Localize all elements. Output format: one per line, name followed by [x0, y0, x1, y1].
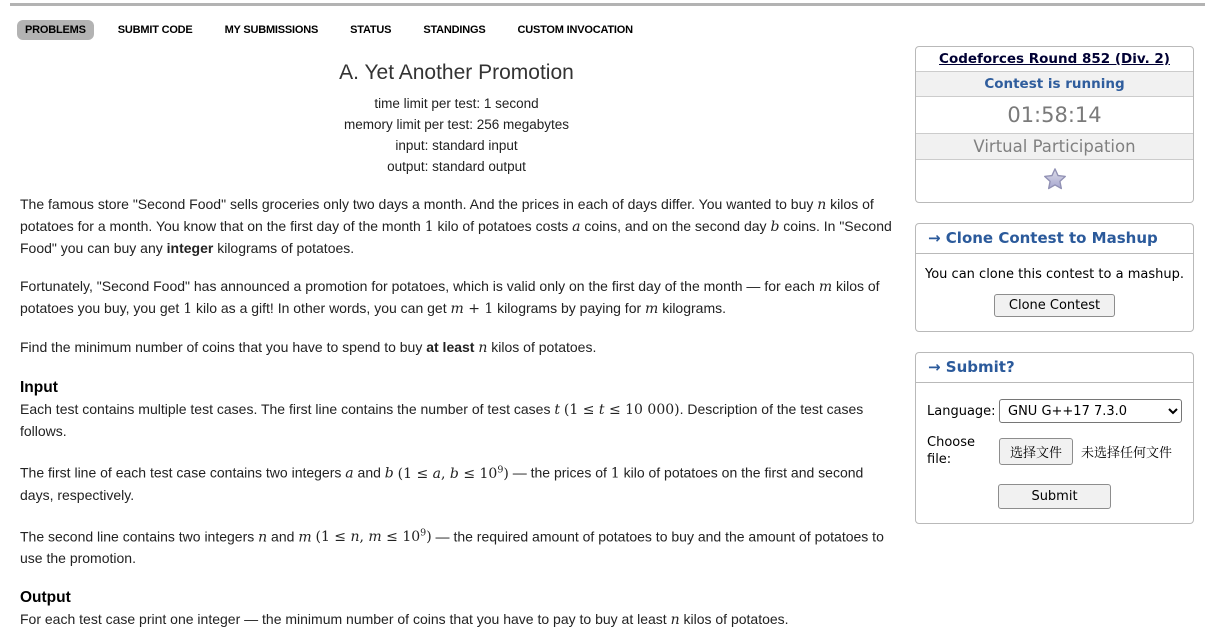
clone-contest-box — [915, 223, 1194, 332]
tab-status[interactable]: STATUS — [350, 24, 392, 36]
contest-countdown: 01:58:14 — [916, 96, 1193, 133]
contest-mode-label: Virtual Participation — [916, 133, 1193, 159]
time-limit: time limit per test: 1 second — [374, 96, 539, 111]
tab-custom-invocation[interactable]: CUSTOM INVOCATION — [517, 24, 633, 36]
top-divider — [10, 3, 1205, 6]
tab-submit-code[interactable]: SUBMIT CODE — [117, 24, 193, 36]
submit-box — [915, 352, 1194, 524]
statement-paragraph: The famous store "Second Food" sells groceries only two days a month. And the prices in each of days differ. You wanted to buy n kilos of potatoes for a month. You know that on the first day of the month 1 kilo of potatoes costs a coins, and on the second day b coins. In "Second Food" you can buy any integer kilograms of potatoes. — [20, 196, 892, 256]
tab-problems[interactable]: PROBLEMS — [17, 20, 94, 40]
contest-name-link[interactable]: Codeforces Round 852 (Div. 2) — [939, 51, 1170, 67]
statement-paragraph: Find the minimum number of coins that you have to spend to buy at least n kilos of potatoes. — [20, 339, 597, 356]
submit-row — [927, 484, 1182, 509]
memory-limit: memory limit per test: 256 megabytes — [343, 117, 570, 132]
tab-standings[interactable]: STANDINGS — [423, 24, 486, 36]
submit-button[interactable]: Submit — [998, 484, 1110, 509]
contest-status: Contest is running — [916, 71, 1193, 96]
input-paragraph: The first line of each test case contains two integers a and b (1 ≤ a, $b \le 10^9$) — the prices of 1 kilo of potatoes on the first and second days, respectively. — [20, 464, 864, 503]
choose-file-button[interactable]: 选择文件 — [999, 438, 1073, 465]
output-section-heading: Output — [20, 589, 71, 607]
file-input-widget — [999, 438, 1172, 465]
input-paragraph: Each test contains multiple test cases. The first line contains the number of test cases t (1 ≤ t ≤ 10 000). Description of the test cases follows. — [20, 401, 864, 439]
clone-box-body — [916, 254, 1193, 331]
input-section-heading: Input — [20, 379, 58, 396]
statement-paragraph: Fortunately, "Second Food" has announced a promotion for potatoes, which is valid only on the first day of the month — for each m kilos of potatoes you buy, you get 1 kilo as a gift! In other words, you can get m + 1 kilograms by paying for m kilograms. — [20, 278, 880, 317]
favorite-row — [916, 159, 1193, 202]
output-spec: output: standard output — [387, 159, 526, 174]
clone-box-text: You can clone this contest to a mashup. — [925, 267, 1184, 282]
clone-box-title: → Clone Contest to Mashup — [916, 224, 1193, 254]
problem-title: A. Yet Another Promotion — [339, 61, 574, 84]
contest-name-row — [916, 47, 1193, 71]
language-select[interactable] — [999, 399, 1182, 423]
sidebar — [915, 46, 1194, 524]
contest-menu — [17, 20, 641, 40]
submit-form — [916, 383, 1193, 523]
problem-statement — [20, 58, 893, 631]
file-status-text: 未选择任何文件 — [1081, 445, 1173, 461]
tab-my-submissions[interactable]: MY SUBMISSIONS — [224, 24, 319, 36]
submit-box-title: → Submit? — [916, 353, 1193, 383]
input-spec: input: standard input — [395, 138, 518, 153]
choose-file-label: Choose file: — [927, 435, 975, 467]
choose-file-row — [927, 434, 1182, 468]
output-paragraph: For each test case print one integer — the minimum number of coins that you have to pay to buy at least n kilos of potatoes. — [20, 611, 789, 629]
language-label: Language: — [927, 403, 996, 419]
star-icon[interactable] — [1042, 167, 1068, 192]
contest-info-box — [915, 46, 1194, 203]
language-row — [927, 399, 1182, 423]
input-paragraph: The second line contains two integers n and m (1 ≤ n, $m \le 10^9$) — the required amount of potatoes to buy and the amount of potatoes to use the promotion. — [20, 527, 884, 567]
clone-contest-button[interactable]: Clone Contest — [994, 294, 1115, 317]
problem-limits — [20, 93, 893, 177]
